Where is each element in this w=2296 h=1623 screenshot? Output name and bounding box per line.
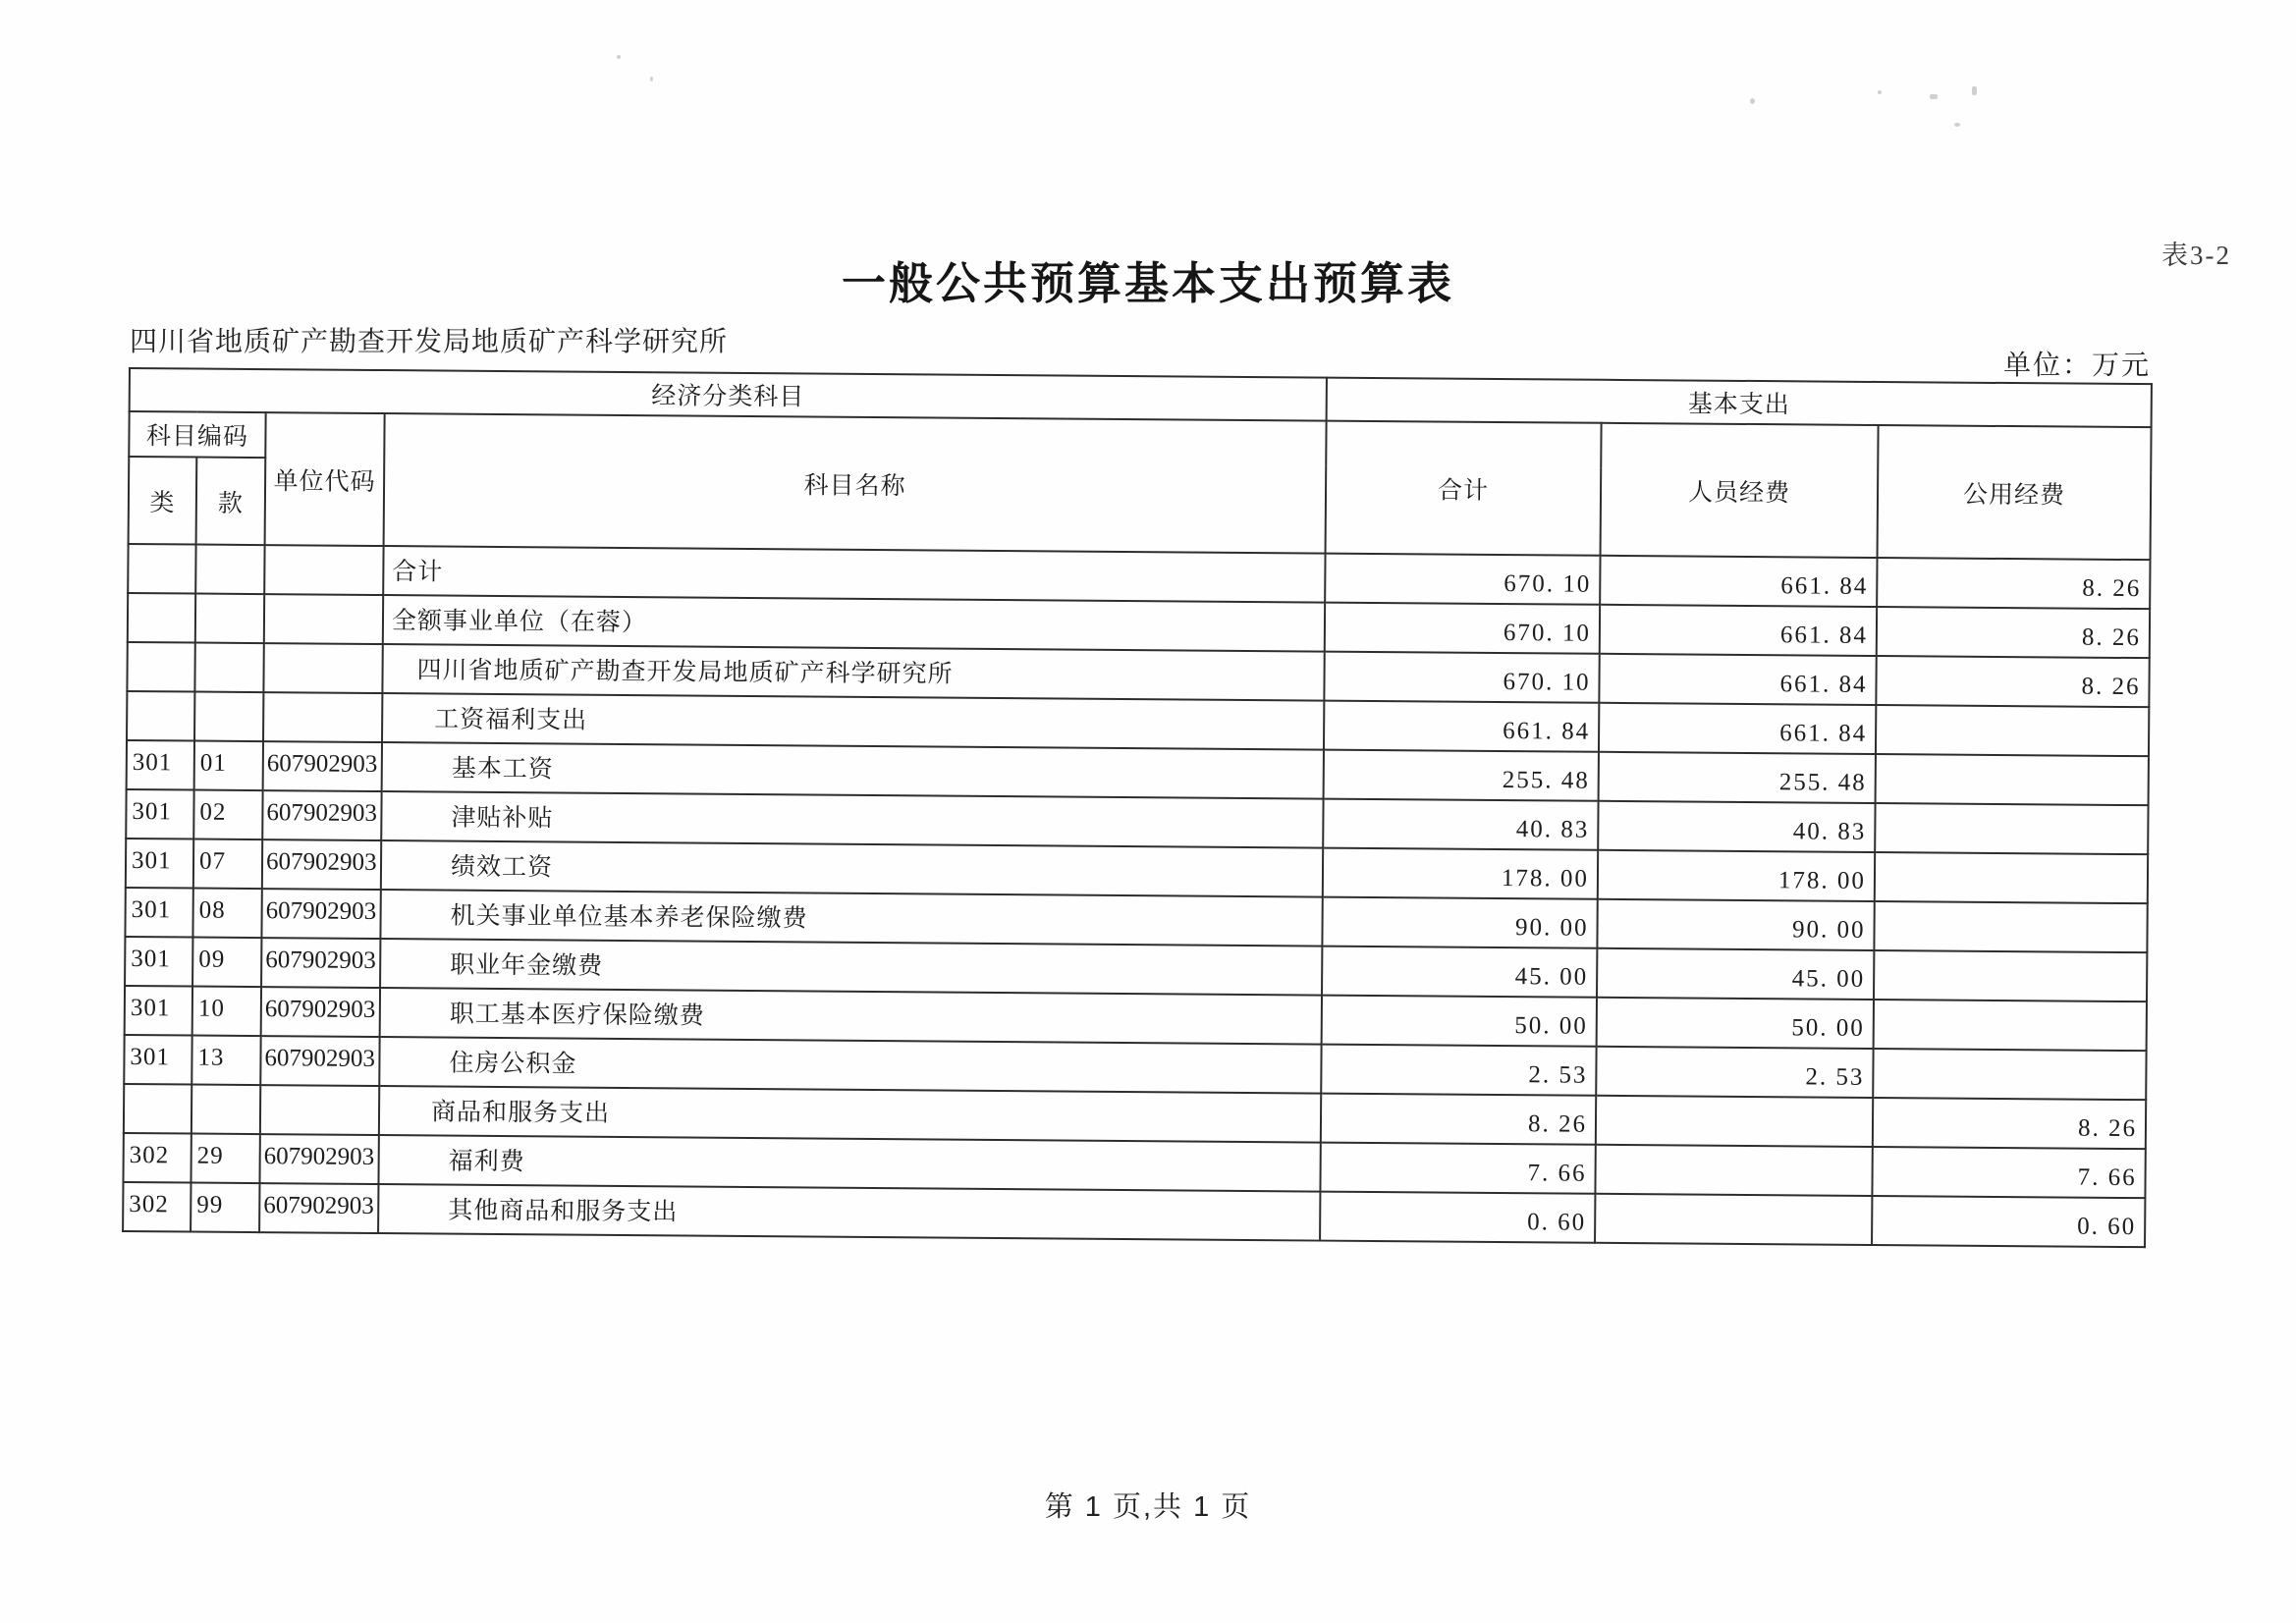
- budget-table: [122, 367, 2153, 1248]
- row-unit-code: 607902903: [261, 987, 380, 1037]
- row-unit-code: 607902903: [262, 839, 381, 890]
- row-unit-code: [264, 545, 383, 595]
- row-public-value: [1876, 705, 2149, 756]
- row-subject-name: 四川省地质矿产勘查开发局地质矿产科学研究所: [382, 644, 1324, 701]
- row-category-code: [127, 691, 194, 741]
- row-category-code: 302: [123, 1133, 191, 1183]
- row-unit-code: 607902903: [263, 741, 382, 791]
- row-public-value: [1873, 1049, 2146, 1100]
- row-item-code: [195, 545, 264, 595]
- header-subject-name: 科目名称: [384, 413, 1327, 554]
- row-personnel-value: 2. 53: [1596, 1047, 1873, 1098]
- row-category-code: 301: [125, 888, 192, 938]
- row-public-value: [1874, 901, 2147, 952]
- row-category-code: 301: [124, 1035, 191, 1085]
- unit-note: 单位：万元: [2002, 351, 2151, 381]
- scan-artifact: [1930, 94, 1938, 99]
- row-unit-code: 607902903: [259, 1134, 378, 1184]
- row-category-code: 302: [123, 1182, 191, 1232]
- row-total-value: 50. 00: [1322, 996, 1597, 1047]
- row-subject-name: 职工基本医疗保险缴费: [380, 988, 1322, 1045]
- row-public-value: [1874, 1000, 2147, 1051]
- row-personnel-value: 45. 00: [1597, 948, 1874, 1000]
- row-subject-name: 职业年金缴费: [380, 939, 1322, 996]
- scan-artifact: [1750, 98, 1755, 104]
- row-personnel-value: 50. 00: [1597, 998, 1874, 1049]
- scan-artifact: [1972, 86, 1977, 95]
- row-unit-code: 607902903: [260, 1036, 379, 1086]
- row-category-code: [124, 1084, 191, 1134]
- row-item-code: 99: [191, 1183, 259, 1233]
- header-total: 合计: [1326, 421, 1602, 556]
- row-personnel-value: 178. 00: [1598, 850, 1875, 901]
- row-total-value: 45. 00: [1322, 947, 1597, 998]
- row-total-value: 8. 26: [1321, 1094, 1596, 1145]
- row-item-code: [194, 692, 263, 742]
- row-category-code: 301: [127, 740, 194, 790]
- row-category-code: 301: [125, 986, 192, 1036]
- row-subject-name: 绩效工资: [381, 840, 1323, 897]
- row-subject-name: 基本工资: [382, 742, 1324, 799]
- row-item-code: 10: [192, 987, 261, 1037]
- row-item-code: 29: [191, 1134, 259, 1184]
- row-unit-code: 607902903: [262, 790, 381, 840]
- table-body: [123, 368, 2152, 1247]
- header-category: 类: [129, 457, 197, 545]
- row-public-value: [1876, 754, 2149, 805]
- row-subject-name: 合计: [383, 546, 1325, 603]
- row-personnel-value: [1595, 1194, 1872, 1245]
- row-total-value: 90. 00: [1322, 897, 1597, 948]
- header-unit-code: 单位代码: [265, 412, 385, 546]
- row-subject-name: 机关事业单位基本养老保险缴费: [380, 890, 1322, 947]
- row-category-code: [128, 593, 195, 643]
- scan-artifact: [617, 55, 621, 59]
- row-total-value: 40. 83: [1323, 799, 1598, 850]
- row-category-code: 301: [126, 839, 193, 889]
- row-unit-code: [263, 692, 382, 742]
- row-subject-name: 其他商品和服务支出: [378, 1184, 1320, 1241]
- row-total-value: 670. 10: [1325, 554, 1600, 605]
- row-subject-name: 商品和服务支出: [379, 1086, 1321, 1143]
- scan-artifact: [1954, 123, 1960, 127]
- row-personnel-value: 90. 00: [1597, 899, 1874, 950]
- row-public-value: 8. 26: [1876, 656, 2149, 707]
- row-item-code: [195, 594, 264, 644]
- row-item-code: 13: [191, 1036, 260, 1086]
- header-basic-expenditure: 基本支出: [1327, 378, 2152, 428]
- scan-artifact: [650, 77, 653, 81]
- row-category-code: 301: [126, 789, 193, 839]
- row-unit-code: [263, 643, 382, 693]
- header-public-funds: 公用经费: [1878, 425, 2152, 560]
- row-public-value: 8. 26: [1873, 1098, 2146, 1149]
- row-total-value: 670. 10: [1325, 603, 1600, 654]
- row-subject-name: 津贴补贴: [381, 791, 1323, 848]
- row-unit-code: 607902903: [261, 938, 380, 988]
- row-subject-name: 住房公积金: [379, 1037, 1321, 1094]
- header-item: 款: [196, 458, 266, 546]
- table-tag: 表3-2: [2161, 241, 2231, 270]
- row-personnel-value: [1596, 1096, 1873, 1147]
- row-personnel-value: 661. 84: [1599, 654, 1876, 705]
- row-public-value: [1875, 803, 2148, 854]
- row-category-code: 301: [125, 937, 192, 987]
- page-title: 一般公共预算基本支出预算表: [841, 258, 1454, 308]
- header-personnel-funds: 人员经费: [1601, 423, 1879, 558]
- row-unit-code: [260, 1085, 379, 1135]
- row-public-value: 0. 60: [1872, 1196, 2145, 1247]
- row-total-value: 661. 84: [1324, 701, 1599, 752]
- row-item-code: 01: [194, 741, 263, 791]
- row-category-code: [128, 544, 195, 594]
- organization-name: 四川省地质矿产勘查开发局地质矿产科学研究所: [130, 327, 729, 357]
- row-total-value: 178. 00: [1323, 848, 1598, 899]
- scan-artifact: [1878, 90, 1882, 94]
- header-economic-class: 经济分类科目: [130, 368, 1327, 421]
- row-personnel-value: 40. 83: [1598, 801, 1875, 852]
- row-total-value: 2. 53: [1321, 1045, 1596, 1096]
- row-public-value: 8. 26: [1877, 558, 2150, 609]
- row-subject-name: 福利费: [378, 1135, 1320, 1192]
- row-personnel-value: 255. 48: [1599, 752, 1876, 803]
- row-item-code: 07: [193, 839, 262, 890]
- row-public-value: [1875, 852, 2148, 903]
- row-public-value: [1874, 950, 2147, 1001]
- page-footer: 第 1 页,共 1 页: [1044, 1491, 1252, 1523]
- row-personnel-value: [1595, 1145, 1872, 1196]
- row-total-value: 0. 60: [1320, 1192, 1595, 1243]
- row-unit-code: 607902903: [259, 1183, 378, 1233]
- row-subject-name: 工资福利支出: [382, 693, 1324, 750]
- row-category-code: [127, 642, 194, 692]
- row-personnel-value: 661. 84: [1600, 605, 1877, 656]
- row-unit-code: [264, 594, 383, 644]
- row-total-value: 7. 66: [1320, 1143, 1595, 1194]
- row-item-code: 02: [193, 790, 262, 840]
- row-item-code: [194, 643, 263, 693]
- row-personnel-value: 661. 84: [1600, 556, 1877, 607]
- row-unit-code: 607902903: [261, 889, 380, 939]
- row-public-value: 8. 26: [1877, 607, 2150, 658]
- row-item-code: 09: [192, 938, 261, 988]
- row-subject-name: 全额事业单位（在蓉）: [383, 595, 1325, 652]
- row-total-value: 255. 48: [1324, 750, 1599, 801]
- row-item-code: [191, 1085, 260, 1135]
- row-public-value: 7. 66: [1872, 1147, 2145, 1198]
- row-total-value: 670. 10: [1324, 652, 1599, 703]
- row-item-code: 08: [192, 889, 261, 939]
- header-subject-code: 科目编码: [129, 411, 265, 458]
- row-personnel-value: 661. 84: [1599, 703, 1876, 754]
